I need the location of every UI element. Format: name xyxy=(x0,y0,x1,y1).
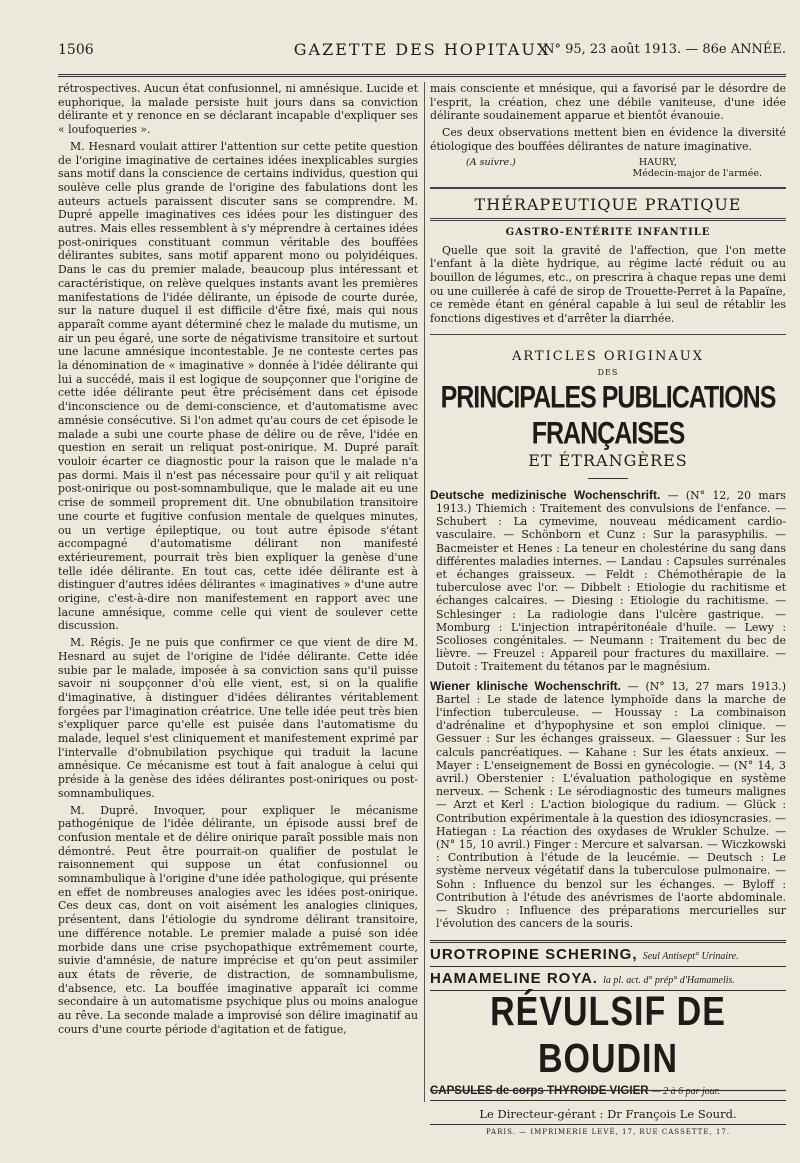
director-line: Le Directeur-gérant : Dr François Le Sourd. xyxy=(430,1101,786,1125)
ad-capsules-tag: — 2 à 6 par jour. xyxy=(651,1086,721,1098)
advertisements xyxy=(430,940,786,1139)
signature-block xyxy=(430,157,786,179)
column-divider xyxy=(424,82,425,1102)
ad-capsules-name: CAPSULES de corps THYROIDE VIGIER xyxy=(430,1085,649,1098)
subsection-title: GASTRO-ENTÉRITE INFANTILE xyxy=(505,226,711,238)
ad-hamameline-name: HAMAMELINE ROYA. xyxy=(430,970,598,988)
section-title-therapeutique: THÉRAPEUTIQUE PRATIQUE xyxy=(430,187,786,221)
ad-urotropine-name: UROTROPINE SCHERING, xyxy=(430,946,638,964)
section-rule xyxy=(430,334,786,335)
short-rule xyxy=(588,478,628,479)
paragraph: M. Régis. Je ne puis que confirmer ce que vient de dire M. Hesnard au sujet de l'origine de l'idée délirante. Cette idée subie par le malade, imposée à sa conviction sans qu'il puisse savoir ni soupçonner d'où elle vient, est, si on la qualifie d'imaginative, à distinguer d'idées délirantes véritablement forgées par l'imagination créatrice. Une telle idée peut très bien s'expliquer parce qu'elle est puisée dans l'automatisme du malade, lequel s'est cliniquement et manifestement exprimé par l'intervalle d'obnubilation psychique qui traduit la lacune amnésique. Ce mécanisme est tout à fait analogue à celui qui préside à la genèse des idées délirantes post-oniriques ou post-somnambuliques. xyxy=(58,636,418,800)
publication-title: Wiener klinische Wochenschrift. xyxy=(430,678,622,693)
publication-entry xyxy=(430,680,786,931)
articles-des: DES xyxy=(597,367,619,377)
paragraph: Ces deux observations mettent bien en évidence la diversité étiologique des bouffées délirantes de nature imaginative. xyxy=(430,126,786,153)
therapeutique-text: Quelle que soit la gravité de l'affection, que l'on mette l'enfant à la diète hydrique, au régime lacté réduit ou au bouillon de légumes, etc., on prescrira à chaque repas une demi ou une cuillerée à café de sirop de Trouette-Perret à la Papaïne, ce remède étant en général capable à lui seul de rétablir les fonctions digestives et d'arrêter la diarrhée. xyxy=(430,243,786,326)
publication-contents: — (N° 12, 20 mars 1913.) Thiemich : Traitement des convulsions de l'enfance. — Schubert : La cymevime, nouveau médicament cardio-vasculaire. — Schönborn et Cunz : Sur la parasyphilis. — Bacmeister et Henes : La teneur en cholestérine du sang dans différentes maladies internes. — Landau : Capsules surrénales et échanges graisseux. — Feldt : Chémothérapie de la tuberculose avec l'or. — Dibbelt : Etiologie du rachitisme et échanges calcaires. — Diesing : Etiologie du rachitisme. — Schlesinger : La radiologie dans l'ulcère gastrique. — Momburg : L'injection intrapéritonéale d'huile. — Lewy : Scolioses congénitales. — Neumann : Traitement du bec de lièvre. — Freuzel : Appareil pour fractures du maxillaire. — Dutoit : Traitement du tétanos par le magnésium. xyxy=(436,488,786,674)
author-name: HAURY, xyxy=(638,156,677,168)
right-column xyxy=(430,82,786,1139)
articles-subheading: ET ÉTRANGÈRES xyxy=(528,450,688,470)
publication-title: Deutsche medizinische Wochenschrift. xyxy=(430,487,661,502)
journal-title: GAZETTE DES HOPITAUX xyxy=(293,40,551,59)
left-column xyxy=(58,82,418,1040)
paragraph: rétrospectives. Aucun état confusionnel, ni amnésique. Lucide et euphorique, la malade persiste huit jours dans sa conviction délirante et y renonce en se déclarant incapable d'expliquer ses « loufoqueries ». xyxy=(58,82,418,137)
ad-urotropine xyxy=(430,943,786,967)
articles-heading: ARTICLES ORIGINAUX xyxy=(512,348,704,364)
paragraph: M. Hesnard voulait attirer l'attention sur cette petite question de l'origine imaginative de certaines idées inexplicables surgies sans motif dans la conscience de certains individus, question qui soulève celle plus grande de l'origine des fabulations dont les auteurs actuels paraissent discuter sans se comprendre. M. Dupré appelle imaginatives ces idées pour les distinguer des autres. Mais elles ressemblent à s'y méprendre à certaines idées post-oniriques constituant commun véritable des bouffées délirantes subites, sans motif apparent mono ou polyidéiques. Dans le cas du premier malade, beaucoup plus intéressant et caractéristique, on relève quelques instants avant les premières manifestations de l'idée délirante, un épisode de courte durée, sur la nature duquel il est difficile d'être fixé, mais qui nous apparaît comme ayant déterminé chez le malade du mutisme, un air un peu égaré, une sorte de négativisme transitoire et surtout une lacune amnésique incontestable. Je ne conteste certes pas la dénomination de « imaginative » donnée à l'idée délirante qui lui a succédé, mais il est logique de soupçonner que l'origine de cette idée délirante peut être précisément dans cet épisode d'inconscience ou de demi-conscience, et d'automatisme avec amnésie consécutive. Si l'on admet qu'au cours de cet épisode le malade a subi une courte phase de délire ou de rêve, l'idée en question en serait un reliquat post-onirique. M. Dupré paraît vouloir écarter ce diagnostic pour la raison que le malade n'a pas dormi. Mais il n'est pas nécessaire pour qu'il y ait reliquat post-onirique ou post-somnambulique, que le malade ait eu une crise de sommeil proprement dit. Une obnubilation transitoire une courte et fugitive confusion mentale de quelques minutes, ou un vertige épileptique, ou tout autre épisode s'étant accompagné d'automatisme délirant non manifesté extérieurement, pourrait très bien expliquer la genèse d'une telle idée délirante. En tout cas, cette idée délirante est à distinguer d'autres idées délirantes « imaginatives » d'une autre origine, c'est-à-dire non manifestement en rapport avec une lacune amnésique, comme celle qui vient de soulever cette discussion. xyxy=(58,139,418,633)
ad-revulsif: RÉVULSIF DE BOUDIN xyxy=(430,982,786,1091)
to-be-continued: (A suivre.) xyxy=(466,156,516,168)
articles-main-heading: PRINCIPALES PUBLICATIONS FRANÇAISES xyxy=(440,379,776,451)
publication-contents: — (N° 13, 27 mars 1913.) Bartel : Le stade de latence lymphoïde dans la marche de l'infection tuberculeuse. — Houssay : La combinaison d'adrénaline et d'hypophysine et son emploi clinique. — Gessuer : Sur les échanges graisseux. — Glaessuer : Sur les calculs pancréatiques. — Kahane : Sur les états anxieux. — Mayer : L'enseignement de Bossi en gynécologie. — (N° 14, 3 avril.) Oberstenier : L'évaluation pathologique en système nerveux. — Schenk : Le sérodiagnostic des tumeurs malignes — Arzt et Kerl : L'action biologique du radium. — Glück : Contribution expérimentale à la question des idiosyncrasies. — Hatiegan : La réaction des oxydases de Wrukler Schulze. — (N° 15, 10 avril.) Finger : Mercure et salvarsan. — Wiczkowski : Contribution à l'étude de la leucémie. — Deutsch : Le système nerveux végétatif dans la tuberculose pulmonaire. — Sohn : Influence du benzol sur les échanges. — Byloff : Contribution à l'étude des anévrismes de l'aorte abdominale. — Skudro : Influence des préparations mercurielles sur l'évolution des cancers de la souris. xyxy=(436,679,786,931)
author-role: Médecin-major de l'armée. xyxy=(632,167,762,179)
ad-hamameline-tag: la pl. act. d° prép° d'Hamamelis. xyxy=(603,975,735,987)
printer-line: PARIS. — IMPRIMERIE LEVÉ, 17, RUE CASSETTE, 17. xyxy=(485,1128,731,1137)
page-header xyxy=(58,36,786,77)
page-number: 1506 xyxy=(58,42,94,58)
ad-urotropine-tag: Seul Antisept° Urinaire. xyxy=(642,951,739,963)
paragraph: M. Dupré. Invoquer, pour expliquer le mécanisme pathogénique de l'idée délirante, un épisode aussi bref de confusion mentale et de délire onirique paraît possible mais non démontré. Peut être pourrait-on qualifier de postulat le raisonnement qui suppose un état confusionnel ou somnambulique à l'origine d'une idée pathologique, qui présente en effet de nombreuses analogies avec les idées post-onirique. Ces deux cas, dont on voit aisément les analogies cliniques, présentent, dans l'étiologie du syndrome délirant transitoire, une différence notable. Le premier malade a puisé son idée morbide dans une crise psychopathique extrêmement courte, suivie d'amnésie, de nature imprécise et qu'on peut assimiler aux états de rêverie, de distraction, de somnambulisme, d'absence, etc. La bouffée imaginative apparaît ici comme secondaire à un automatisme psychique plus ou moins analogue au rêve. La seconde malade a improvisé son délire imaginatif au cours d'une courte période d'agitation et de fatigue, xyxy=(58,803,418,1036)
issue-info: N° 95, 23 août 1913. — 86e ANNÉE. xyxy=(543,42,786,57)
publication-entry xyxy=(430,489,786,674)
paragraph: mais consciente et mnésique, qui a favorisé par le désordre de l'esprit, la création, chez une débile vaniteuse, d'une idée délirante soudainement apparue et bientôt évanouie. xyxy=(430,82,786,123)
